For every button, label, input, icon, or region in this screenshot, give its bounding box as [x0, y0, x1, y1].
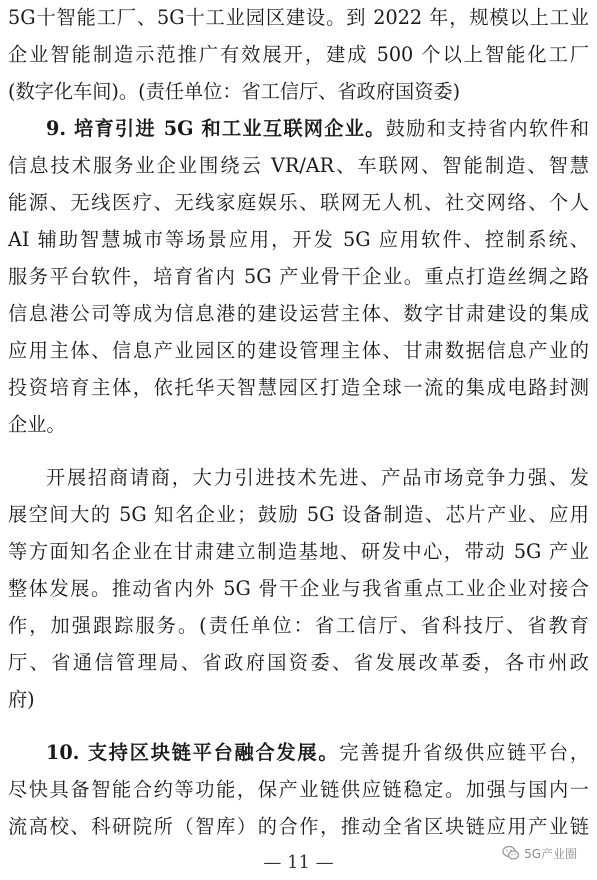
text-line-5: 信息技术服务业企业围绕云 VR/AR、车联网、智能制造、智慧 — [8, 154, 589, 177]
section-9-heading-line: 9. 培育引进 5G 和工业互联网企业。鼓励和支持省内软件和 — [46, 117, 590, 140]
text-line-16: 整体发展。推动省内外 5G 骨干企业与我省重点工业企业对接合 — [8, 577, 589, 600]
text-line-6: 能源、无线医疗、无线家庭娱乐、联网无人机、社交网络、个人 — [8, 191, 589, 214]
text-line-8: 服务平台软件，培育省内 5G 产业骨干企业。重点打造丝绸之路 — [8, 265, 589, 288]
text-line-22: 流高校、科研院所（智库）的合作，推动全省区块链应用产业链 — [8, 815, 589, 838]
text-line-2: 企业智能制造示范推广有效展开，建成 500 个以上智能化工厂 — [8, 43, 589, 66]
text-line-18: 厅、省通信管理局、省政府国资委、省发展改革委，各市州政 — [8, 651, 589, 674]
text-line-13: 开展招商请商，大力引进技术先进、产品市场竞争力强、发 — [46, 466, 589, 489]
text-line-19: 府) — [8, 688, 35, 711]
section-9-title: 9. 培育引进 5G 和工业互联网企业。 — [46, 117, 386, 140]
text-line-3: (数字化车间)。(责任单位：省工信厅、省政府国资委) — [8, 80, 461, 103]
text-line-11: 投资培育主体，依托华天智慧园区打造全球一流的集成电路封测 — [8, 376, 589, 399]
page-number: — 11 — — [263, 852, 334, 873]
text-line-15: 等方面知名企业在甘肃建立制造基地、研发中心，带动 5G 产业 — [8, 540, 589, 563]
text-line-7: AI 辅助智慧城市等场景应用，开发 5G 应用软件、控制系统、 — [8, 228, 589, 251]
text-line-10: 应用主体、信息产业园区的建设管理主体、甘肃数据信息产业的 — [8, 339, 589, 362]
text-line-12: 企业。 — [8, 413, 66, 436]
text-line-9: 信息港公司等成为信息港的建设运营主体、数字甘肃建设的集成 — [8, 302, 589, 325]
text-line-17: 作，加强跟踪服务。(责任单位：省工信厅、省科技厅、省教育 — [8, 614, 589, 637]
section-10-heading-line: 10. 支持区块链平台融合发展。完善提升省级供应链平台， — [46, 741, 590, 764]
text-line-21: 尽快具备智能合约等功能，保产业链供应链稳定。加强与国内一 — [8, 778, 589, 801]
text-line-14: 展空间大的 5G 知名企业；鼓励 5G 设备制造、芯片产业、应用 — [8, 503, 589, 526]
section-10-title: 10. 支持区块链平台融合发展。 — [46, 741, 340, 764]
page-footer — [0, 842, 597, 876]
watermark-label: 5G产业圈 — [524, 846, 577, 861]
text-line-1: 5G十智能工厂、5G十工业园区建设。到 2022 年，规模以上工业 — [8, 6, 589, 29]
